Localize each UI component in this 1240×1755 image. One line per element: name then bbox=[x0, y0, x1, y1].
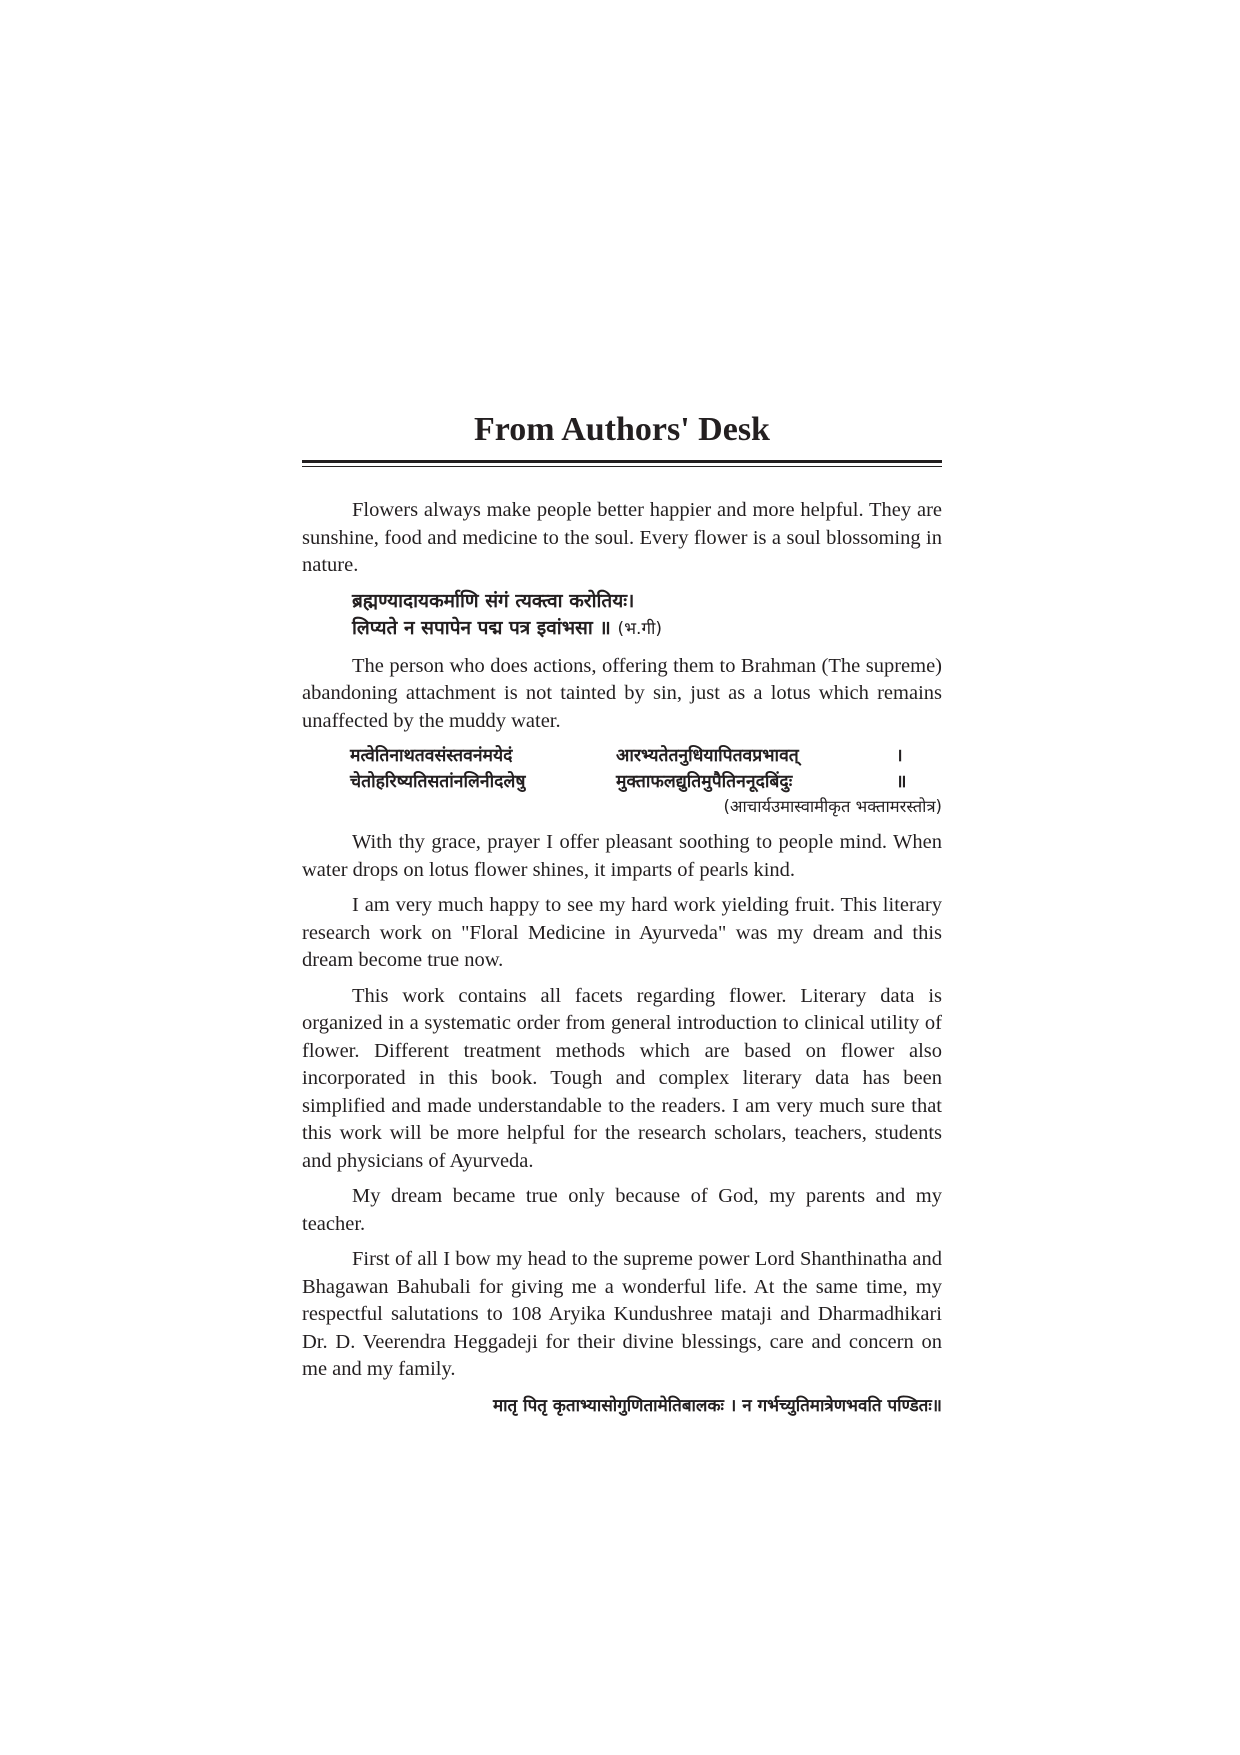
verse-gita bbox=[352, 588, 942, 643]
verse-bhaktamara bbox=[350, 743, 942, 819]
verse-bhaktamara-row-2 bbox=[350, 769, 942, 795]
paragraph-4: I am very much happy to see my hard work yielding fruit. This literary research work on "Floral Medicine in Ayurveda" was my dream and this dream become true now. bbox=[302, 894, 942, 971]
verse-bhaktamara-source: (आचार्यउमास्वामीकृत भक्तामरस्तोत्र) bbox=[723, 797, 942, 816]
verse-gita-line-2 bbox=[352, 615, 942, 643]
paragraph-2: The person who does actions, offering them to Brahman (The supreme) abandoning attachment is not tainted by sin, just as a lotus which remains unaffected by the muddy water. bbox=[302, 654, 942, 732]
paragraph-6: My dream became true only because of God, my parents and my teacher. bbox=[302, 1185, 942, 1235]
verse-gita-line-2-text: लिप्यते न सपापेन पद्म पत्र इवांभसा ॥ bbox=[352, 616, 611, 639]
verse-bhaktamara-row-1-left: मत्वेतिनाथतवसंस्तवनंमयेदं bbox=[350, 746, 513, 766]
verse-bhaktamara-row-2-mark: ॥ bbox=[896, 772, 907, 792]
verse-bhaktamara-row-1-right: आरभ्यतेतनुधियापितवप्रभावत् bbox=[616, 746, 799, 766]
document-page bbox=[302, 410, 942, 1420]
closing-verse: मातृ पितृ कृताभ्यासोगुणितामेतिबालकः । न गर्भच्युतिमात्रेणभवति पण्डितः॥ bbox=[492, 1395, 942, 1416]
paragraph-7: First of all I bow my head to the supreme power Lord Shanthinatha and Bhagawan Bahubali for giving me a wonderful life. At the same time, my respectful salutations to 108 Aryika Kundushree mataji and Dharmadhikari Dr. D. Veerendra Heggadeji for their divine blessings, care and concern on me and my family. bbox=[302, 1248, 942, 1380]
verse-gita-source: (भ.गी) bbox=[617, 618, 663, 639]
verse-bhaktamara-row-1 bbox=[350, 743, 942, 769]
verse-bhaktamara-row-1-mark: । bbox=[896, 746, 903, 766]
paragraph-3: With thy grace, prayer I offer pleasant soothing to people mind. When water drops on lotus flower shines, it imparts of pearls kind. bbox=[302, 831, 942, 881]
verse-bhaktamara-row-2-right: मुक्ताफलद्युतिमुपैतिननूदबिंदुः bbox=[616, 772, 793, 792]
paragraph-5: This work contains all facets regarding flower. Literary data is organized in a systematic order from general introduction to clinical utility of flower. Different treatment methods which are based on flower also incorporated in this book. Tough and complex literary data has been simplified and made understandable to the readers. I am very much sure that this work will be more helpful for the research scholars, teachers, students and physicians of Ayurveda. bbox=[302, 984, 942, 1172]
paragraph-1: Flowers always make people better happier and more helpful. They are sunshine, food and medicine to the soul. Every flower is a soul blossoming in nature. bbox=[302, 499, 942, 576]
verse-gita-line-1: ब्रह्मण्यादायकर्माणि संगं त्यक्त्वा करोतियः। bbox=[352, 589, 635, 612]
title-rule-thick bbox=[302, 460, 942, 463]
page-title: From Authors' Desk bbox=[474, 411, 770, 448]
verse-bhaktamara-row-2-left: चेतोहरिष्यतिसतांनलिनीदलेषु bbox=[350, 772, 526, 792]
title-rule-thin bbox=[302, 466, 942, 467]
